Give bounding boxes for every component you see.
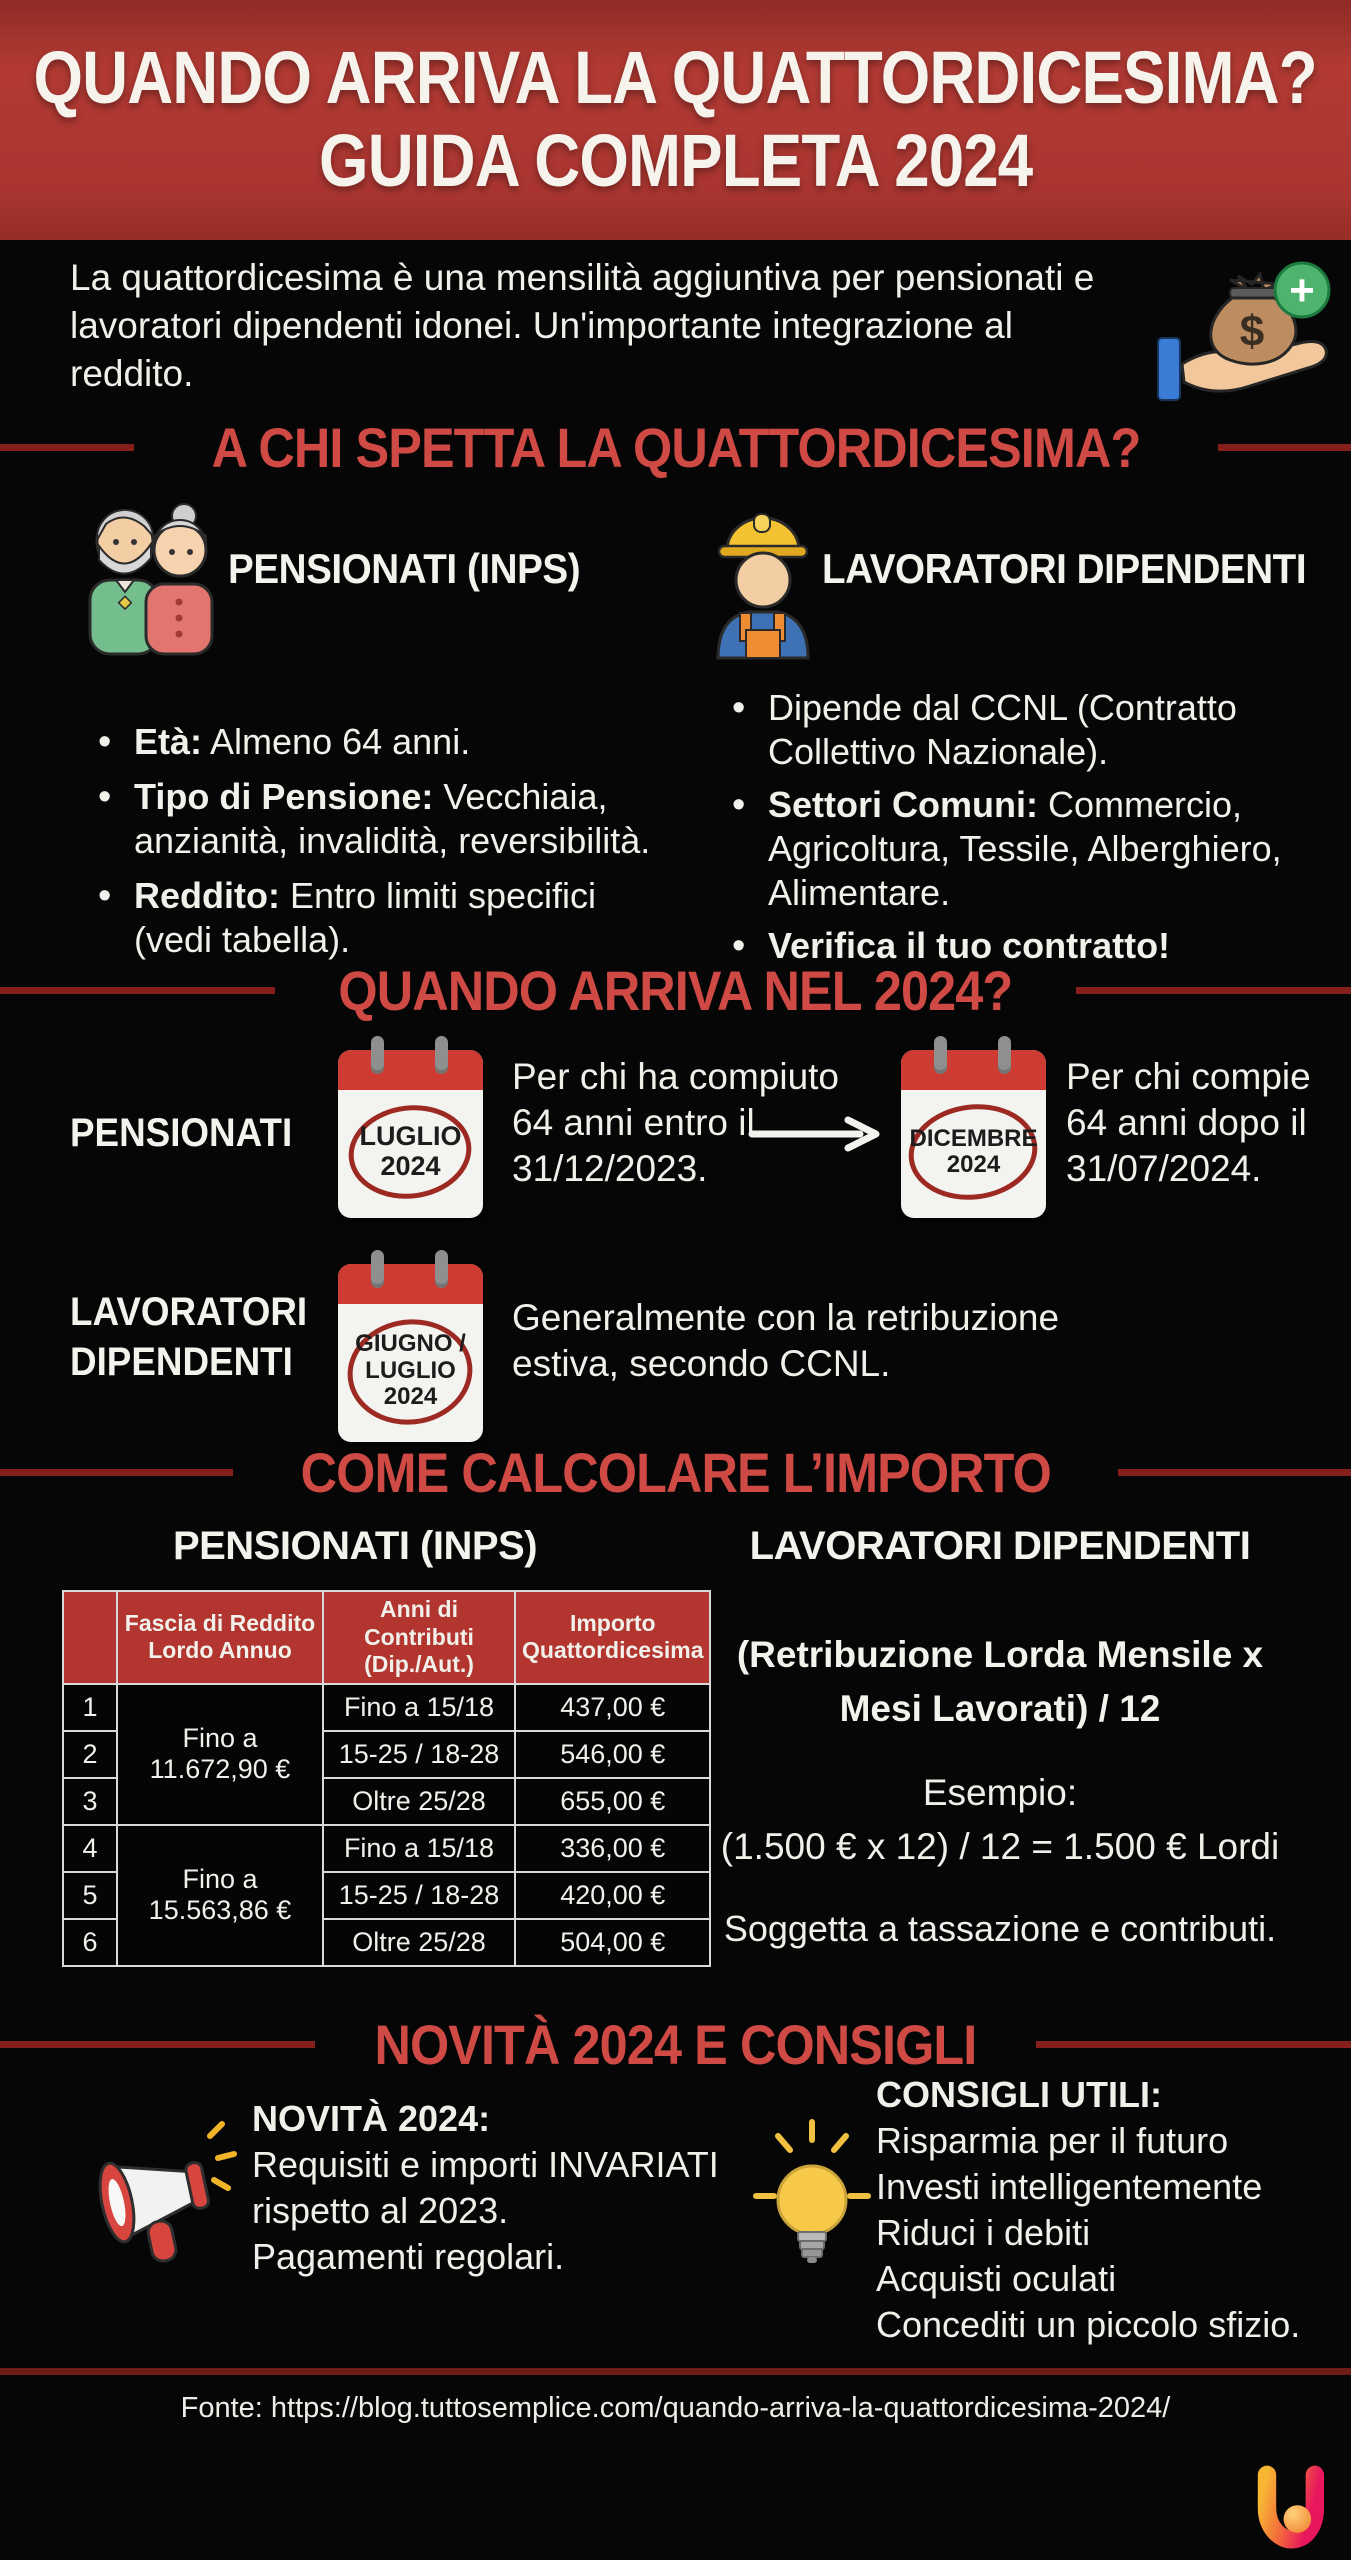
calendar-icon-giugno-luglio — [338, 1250, 483, 1442]
tuttosemplice-u-logo — [1244, 2462, 1336, 2559]
lightbulb-icon — [752, 2116, 872, 2281]
section-timing-heading — [0, 958, 1351, 1023]
timing-row-label-workers: LAVORATORI DIPENDENTI — [70, 1290, 308, 1384]
list-item-text: Tipo di Pensione: Vecchiaia, anzianità, invalidità, reversibilità. — [134, 776, 651, 861]
footer-divider — [0, 2368, 1351, 2375]
section-news-heading — [0, 2012, 1351, 2077]
title-banner — [0, 0, 1351, 240]
section-title: QUANDO ARRIVA NEL 2024? — [338, 959, 1013, 1022]
bullet-icon: • — [732, 925, 746, 967]
page-title-line2: GUIDA COMPLETA 2024 — [318, 119, 1033, 202]
heading-dash-right — [1076, 987, 1351, 994]
bullet-icon: • — [98, 875, 112, 917]
workers-column-title: LAVORATORI DIPENDENTI — [822, 545, 1307, 592]
novita-title: NOVITÀ 2024: — [252, 2098, 491, 2139]
table-row: 3 Oltre 25/28 655,00 € — [63, 1778, 710, 1825]
workers-formula: (Retribuzione Lorda Mensile x Mesi Lavorati) / 12 — [736, 1634, 1264, 1729]
example-formula: (1.500 € x 12) / 12 = 1.500 € Lordi — [720, 1826, 1280, 1867]
list-item-text: Verifica il tuo contratto! — [768, 925, 1171, 966]
right-arrow-icon — [748, 1116, 884, 1157]
bullet-icon: • — [98, 776, 112, 818]
table-row: 1 Fino a 11.672,90 € Fino a 15/18 437,00 € — [63, 1684, 710, 1731]
list-item — [98, 720, 658, 764]
consigli-title: CONSIGLI UTILI: — [876, 2074, 1162, 2115]
intro-line2: lavoratori dipendenti idonei. Un'importante integrazione al reddito. — [70, 305, 1013, 394]
workers-bullet-list — [732, 686, 1317, 968]
bullet-icon: • — [732, 784, 746, 826]
heading-dash-right — [1218, 444, 1351, 451]
timing-text-pensioners-2: Per chi compie 64 anni dopo il 31/07/2024. — [1066, 1056, 1311, 1189]
table-col-anni: Anni di Contributi (Dip./Aut.) — [323, 1591, 515, 1684]
bullet-icon: • — [98, 721, 112, 763]
calendar-month-text: DICEMBRE 2024 — [909, 1124, 1038, 1178]
money-bag-plus-icon — [1152, 246, 1337, 409]
timing-row-label-pensioners: PENSIONATI — [70, 1111, 293, 1155]
elderly-couple-icon — [80, 486, 220, 666]
list-item-text: Settori Comuni: Commercio, Agricoltura, Tessile, Alberghiero, Alimentare. — [768, 784, 1282, 913]
income-group-2: Fino a 15.563,86 € — [117, 1825, 323, 1966]
section-title: COME CALCOLARE L’IMPORTO — [300, 1441, 1051, 1504]
intro-line1: La quattordicesima è una mensilità aggiuntiva per pensionati e — [70, 257, 1095, 298]
timing-text-pensioners-1: Per chi ha compiuto 64 anni entro il 31/12/2023. — [512, 1056, 840, 1189]
list-item — [98, 874, 658, 962]
pensioners-bullet-list — [98, 720, 658, 962]
plus-glyph: + — [1289, 266, 1315, 315]
heading-dash-left — [0, 1469, 233, 1476]
table-row: 2 15-25 / 18-28 546,00 € — [63, 1731, 710, 1778]
table-row: 6 Oltre 25/28 504,00 € — [63, 1919, 710, 1966]
calendar-month-text: LUGLIO 2024 — [359, 1121, 462, 1181]
table-col-importo: Importo Quattordicesima — [515, 1591, 710, 1684]
tax-note: Soggetta a tassazione e contributi. — [723, 1908, 1277, 1949]
section-calc-heading — [0, 1440, 1351, 1505]
list-item — [732, 686, 1317, 774]
pensioners-column-title: PENSIONATI (INPS) — [228, 545, 581, 592]
heading-dash-right — [1118, 1469, 1351, 1476]
table-row: 4 Fino a 15.563,86 € Fino a 15/18 336,00 € — [63, 1825, 710, 1872]
intro-text — [70, 254, 1140, 398]
table-col-index — [63, 1591, 117, 1684]
example-label: Esempio: — [922, 1772, 1078, 1813]
income-group-1: Fino a 11.672,90 € — [117, 1684, 323, 1825]
list-item — [98, 775, 658, 863]
calendar-icon-dicembre — [901, 1036, 1046, 1218]
list-item-text: Reddito: Entro limiti specifici (vedi tabella). — [134, 875, 597, 960]
section-eligibility-heading — [0, 415, 1351, 480]
heading-dash-left — [0, 444, 134, 451]
timing-text-workers: Generalmente con la retribuzione estiva, secondo CCNL. — [512, 1297, 1060, 1384]
calendar-icon-luglio — [338, 1036, 483, 1218]
calc-workers-subtitle: LAVORATORI DIPENDENTI — [749, 1524, 1251, 1568]
construction-worker-icon — [710, 486, 815, 666]
calc-pensioners-subtitle: PENSIONATI (INPS) — [172, 1524, 538, 1568]
page-title-line1: QUANDO ARRIVA LA QUATTORDICESIMA? — [33, 36, 1318, 120]
table-col-fascia: Fascia di Reddito Lordo Annuo — [117, 1591, 323, 1684]
dollar-glyph: $ — [1239, 307, 1265, 356]
section-title: NOVITÀ 2024 E CONSIGLI — [374, 2013, 977, 2076]
list-item-text: Età: Almeno 64 anni. — [134, 721, 471, 762]
heading-dash-right — [1036, 2041, 1351, 2048]
heading-dash-left — [0, 2041, 315, 2048]
table-row: 5 15-25 / 18-28 420,00 € — [63, 1872, 710, 1919]
heading-dash-left — [0, 987, 275, 994]
inps-amount-table — [62, 1590, 711, 1967]
list-item-text: Dipende dal CCNL (Contratto Collettivo Nazionale). — [768, 687, 1237, 772]
megaphone-icon — [82, 2108, 242, 2273]
calendar-month-text: GIUGNO / LUGLIO 2024 — [355, 1330, 466, 1411]
section-title: A CHI SPETTA LA QUATTORDICESIMA? — [211, 416, 1140, 479]
list-item — [732, 783, 1317, 915]
consigli-block: CONSIGLI UTILI: Risparmia per il futuro Investi intelligentemente Riduci i debiti Acquisti oculati Concediti un piccolo sfizio. — [876, 2074, 1301, 2345]
novita-block: NOVITÀ 2024: Requisiti e importi INVARIATI rispetto al 2023. Pagamenti regolari. — [252, 2098, 719, 2277]
table-header-row — [63, 1591, 710, 1684]
bullet-icon: • — [732, 687, 746, 729]
source-line: Fonte: https://blog.tuttosemplice.com/quando-arriva-la-quattordicesima-2024/ — [180, 2392, 1171, 2424]
